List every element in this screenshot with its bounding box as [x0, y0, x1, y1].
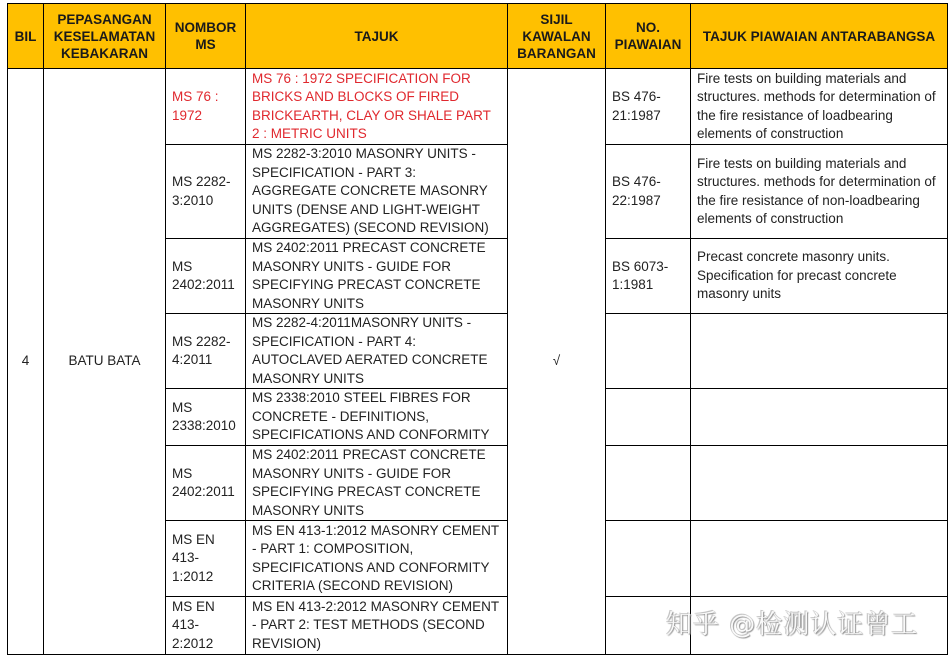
- ms-number-cell: MS 2282-3:2010: [166, 145, 246, 239]
- header-row: [8, 4, 948, 69]
- pepasangan-cell: BATU BATA: [44, 69, 166, 655]
- ms-number-cell: MS 76 : 1972: [166, 69, 246, 145]
- ms-number-cell: MS 2282-4:2011: [166, 314, 246, 389]
- piawaian-cell: [606, 597, 691, 655]
- piawaian-cell: [606, 446, 691, 521]
- intl-title-cell: [691, 389, 948, 446]
- piawaian-cell: BS 476-21:1987: [606, 69, 691, 145]
- intl-title-cell: [691, 314, 948, 389]
- intl-title-cell: Precast concrete masonry units. Specification for precast concrete masonry units: [691, 239, 948, 314]
- tajuk-cell: MS EN 413-1:2012 MASONRY CEMENT - PART 1: COMPOSITION, SPECIFICATIONS AND CONFORMITY CRITERIA (SECOND REVISION): [246, 521, 508, 597]
- ms-number-cell: MS EN 413-1:2012: [166, 521, 246, 597]
- watermark-text: 知乎 @检测认证曾工: [666, 610, 919, 640]
- bil-cell: 4: [8, 69, 44, 655]
- tajuk-cell: MS 76 : 1972 SPECIFICATION FOR BRICKS AND BLOCKS OF FIRED BRICKEARTH, CLAY OR SHALE PART 2 : METRIC UNITS: [246, 69, 508, 145]
- header-sijil: SIJIL KAWALAN BARANGAN: [508, 4, 606, 69]
- piawaian-cell: [606, 389, 691, 446]
- ms-number-cell: MS 2338:2010: [166, 389, 246, 446]
- piawaian-cell: BS 6073-1:1981: [606, 239, 691, 314]
- intl-title-cell: [691, 446, 948, 521]
- header-nombor-ms: NOMBOR MS: [166, 4, 246, 69]
- tajuk-cell: MS 2282-3:2010 MASONRY UNITS - SPECIFICATION - PART 3: AGGREGATE CONCRETE MASONRY UNITS (DENSE AND LIGHT-WEIGHT AGGREGATES) (SECOND REVISION): [246, 145, 508, 239]
- ms-number-cell: MS 2402:2011: [166, 446, 246, 521]
- tajuk-cell: MS 2282-4:2011MASONRY UNITS - SPECIFICATION - PART 4: AUTOCLAVED AERATED CONCRETE MASONRY UNITS: [246, 314, 508, 389]
- piawaian-cell: [606, 314, 691, 389]
- intl-title-cell: Fire tests on building materials and structures. methods for determination of the fire resistance of non-loadbearing elements of construction: [691, 145, 948, 239]
- intl-title-cell: [691, 597, 948, 655]
- ms-number-cell: MS 2402:2011: [166, 239, 246, 314]
- piawaian-cell: [606, 521, 691, 597]
- header-pepasangan: PEPASANGAN KESELAMATAN KEBAKARAN: [44, 4, 166, 69]
- header-bil: BIL: [8, 4, 44, 69]
- sijil-check-cell: [508, 69, 606, 655]
- tajuk-cell: MS 2338:2010 STEEL FIBRES FOR CONCRETE - DEFINITIONS, SPECIFICATIONS AND CONFORMITY: [246, 389, 508, 446]
- ms-number-cell: MS EN 413-2:2012: [166, 597, 246, 655]
- tajuk-cell: MS 2402:2011 PRECAST CONCRETE MASONRY UNITS - GUIDE FOR SPECIFYING PRECAST CONCRETE MASONRY UNITS: [246, 239, 508, 314]
- tajuk-cell: MS 2402:2011 PRECAST CONCRETE MASONRY UNITS - GUIDE FOR SPECIFYING PRECAST CONCRETE MASONRY UNITS: [246, 446, 508, 521]
- header-tajuk-antarabangsa: TAJUK PIAWAIAN ANTARABANGSA: [691, 4, 948, 69]
- intl-title-cell: [691, 521, 948, 597]
- header-no-piawaian: NO. PIAWAIAN: [606, 4, 691, 69]
- tajuk-cell: MS EN 413-2:2012 MASONRY CEMENT - PART 2: TEST METHODS (SECOND REVISION): [246, 597, 508, 655]
- check-icon: √: [552, 353, 561, 369]
- intl-title-cell: Fire tests on building materials and structures. methods for determination of the fire resistance of loadbearing elements of construction: [691, 69, 948, 145]
- standards-table: [7, 3, 948, 655]
- piawaian-cell: BS 476-22:1987: [606, 145, 691, 239]
- table-row: [8, 69, 948, 145]
- header-tajuk: TAJUK: [246, 4, 508, 69]
